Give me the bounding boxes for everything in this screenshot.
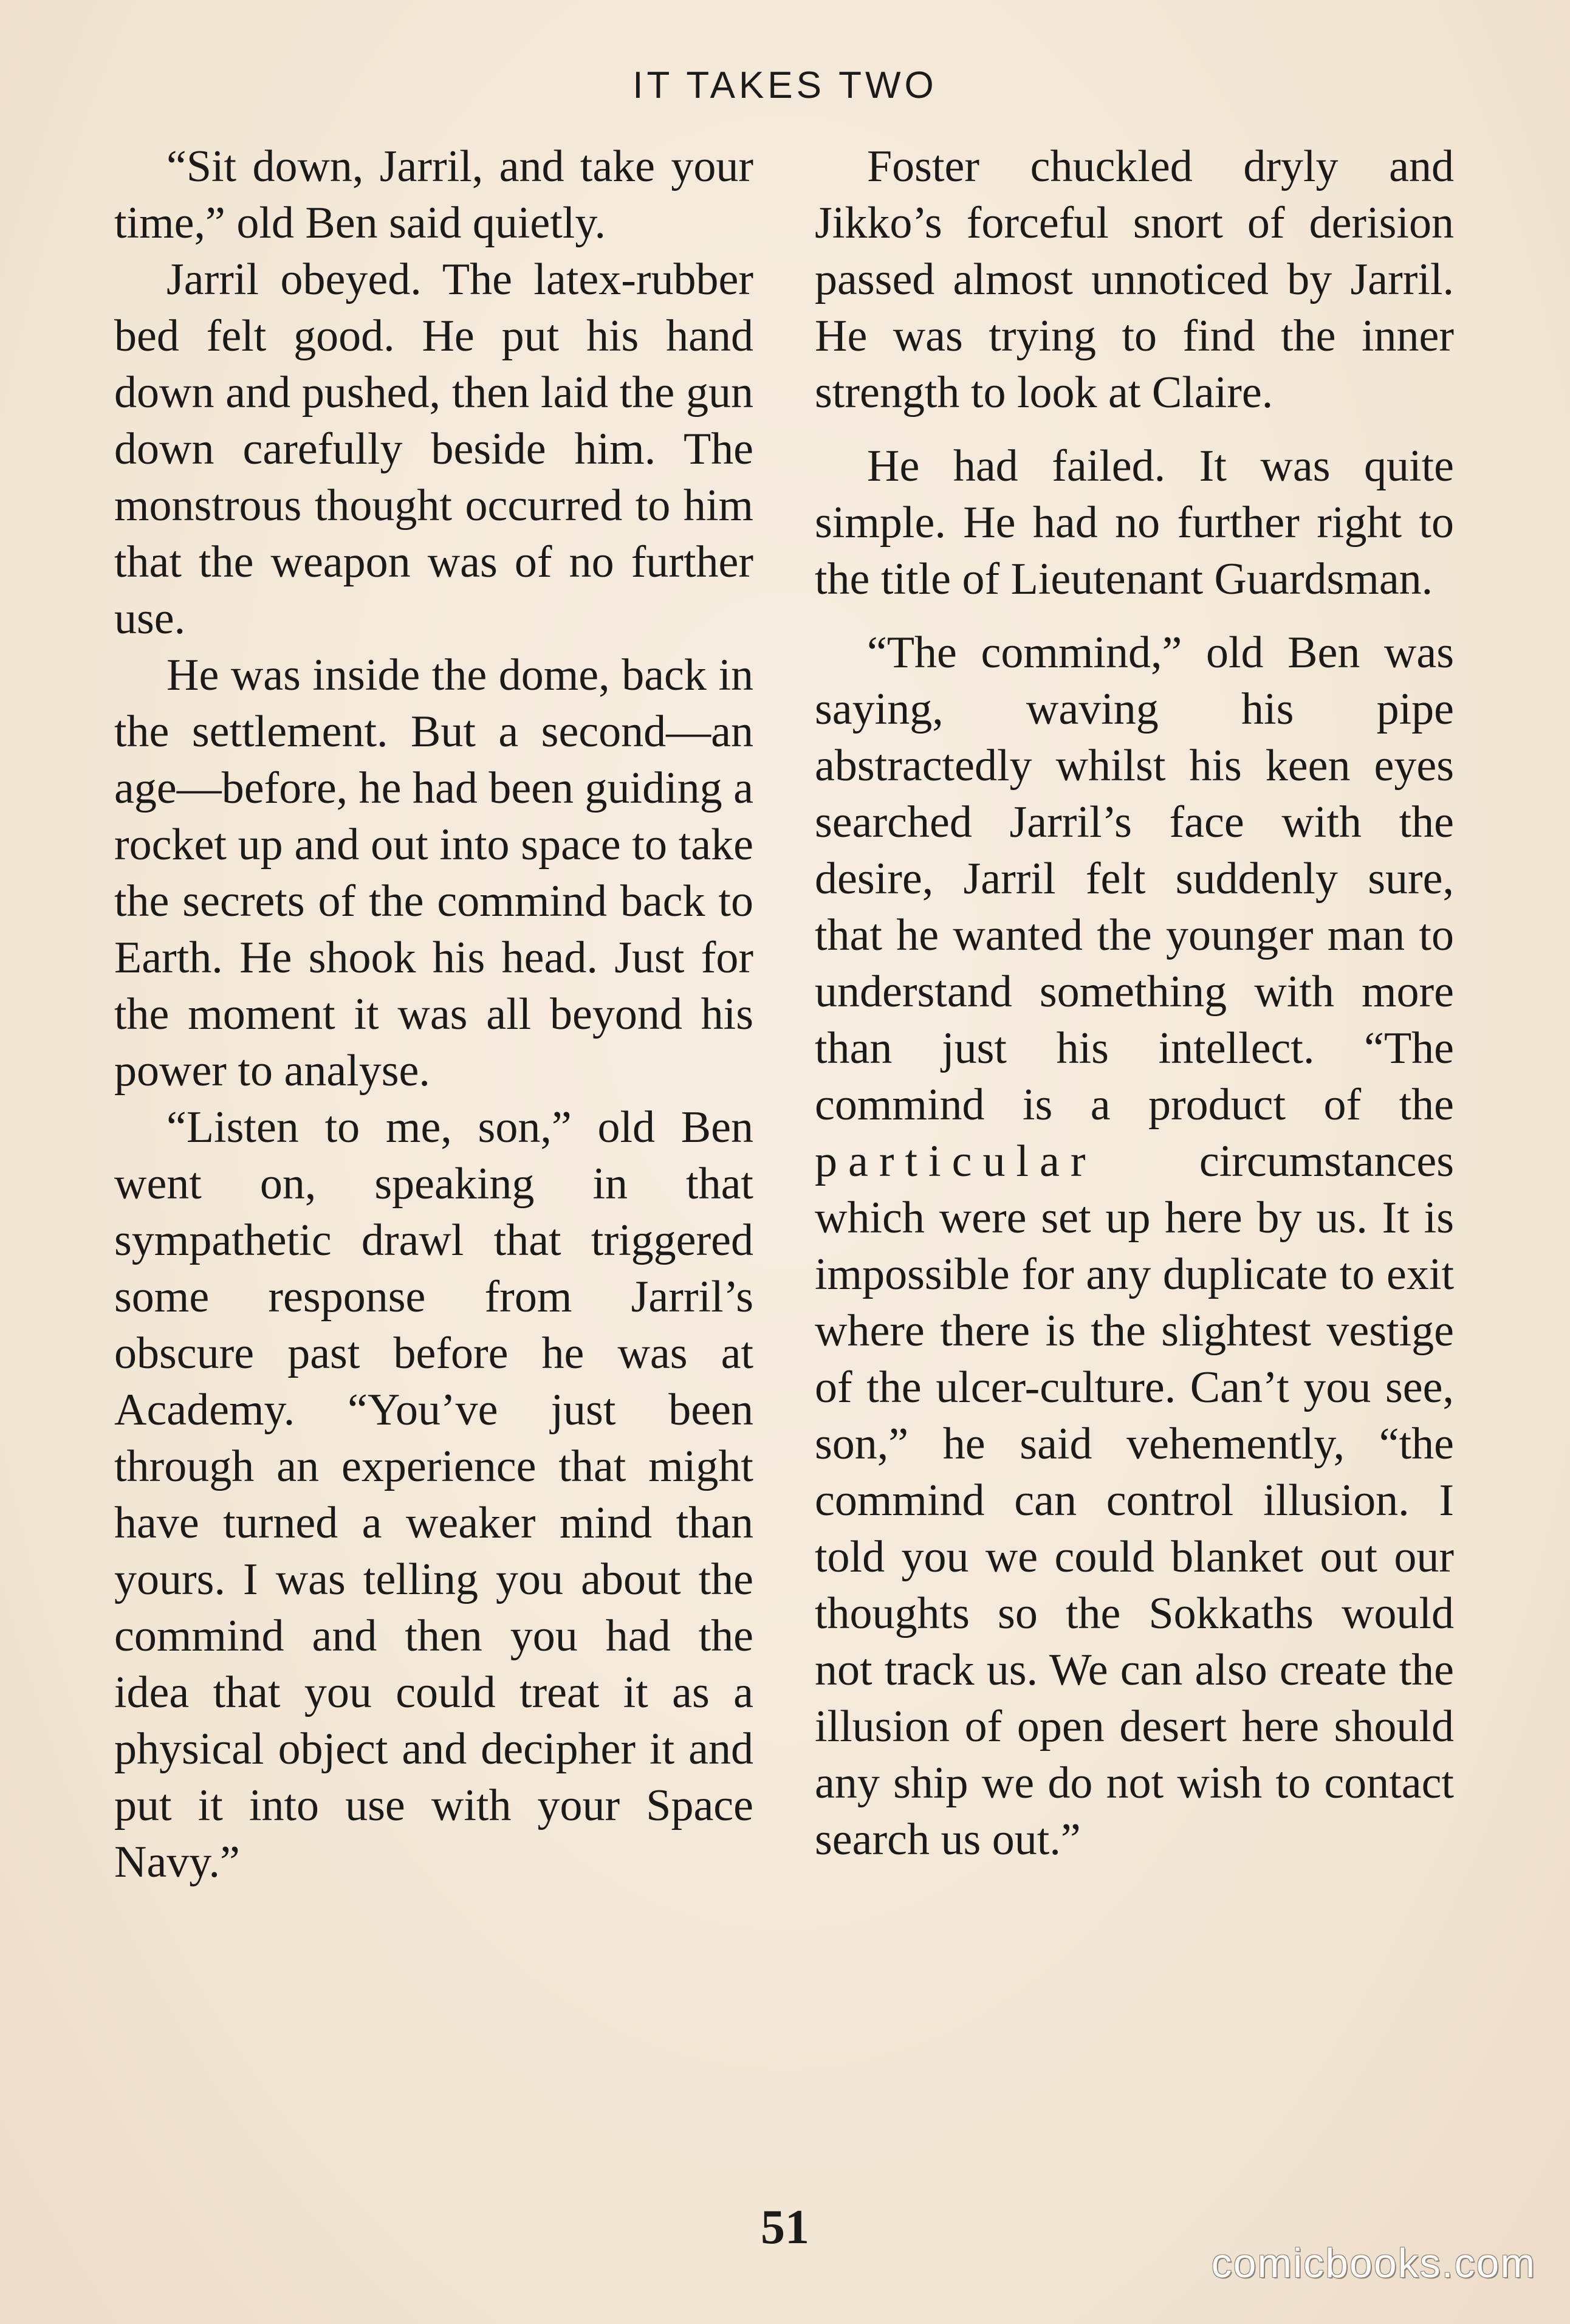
paragraph: He was inside the dome, back in the settlement. But a second—an age—before, he had been guiding a rocket up and out into space to take the secrets of the commind back to Earth. He shook his head. Just for the moment it was all beyond his power to analyse. xyxy=(114,650,754,1096)
paragraph: Foster chuckled dryly and Jikko’s forceful snort of derision passed almost unnoticed by Jarril. He was trying to find the inner strength to look at Claire. xyxy=(815,142,1454,418)
paragraph: He had failed. It was quite simple. He had no further right to the title of Lieutenant Guardsman. xyxy=(815,441,1454,604)
paragraph-text: circumstances which were set up here by us. It is impossible for any duplicate to exit where there is the slightest vestige of the ulcer-culture. Can’t you see, son,” he said vehemently, “the commind can control illusion. I told you we could blanket out our thoughts so the Sokkaths would not track us. We can also create the illusion of open desert here should any ship we do not wish to contact search us out.” xyxy=(815,1136,1454,1865)
left-column xyxy=(114,139,753,1891)
running-title: IT TAKES TWO xyxy=(632,64,938,106)
letterspaced-word: particular xyxy=(815,1136,1097,1186)
watermark: comicbooks.com xyxy=(1211,2240,1536,2286)
page-number: 51 xyxy=(761,2201,809,2254)
paragraph xyxy=(815,625,1454,1868)
paragraph-text: “The commind,” old Ben was saying, waving his pipe abstractedly whilst his keen eyes searched Jarril’s face with the desire, Jarril felt suddenly sure, that he wanted the younger man to understand something with more than just his intellect. “The commind is a product of the xyxy=(815,628,1454,1130)
paragraph: Jarril obeyed. The latex-rubber bed felt good. He put his hand down and pushed, then laid the gun down carefully beside him. The monstrous thought occurred to him that the weapon was of no further use. xyxy=(114,255,753,644)
paragraph: “Listen to me, son,” old Ben went on, speaking in that sympathetic drawl that triggered some response from Jarril’s obscure past before he was at Academy. “You’ve just been through an experience that might have turned a weaker mind than yours. I was telling you about the commind and then you had the idea that you could treat it as a physical object and decipher it and put it into use with your Space Navy.” xyxy=(114,1102,753,1887)
right-column xyxy=(815,139,1454,1868)
paragraph: “Sit down, Jarril, and take your time,” old Ben said quietly. xyxy=(114,142,753,248)
